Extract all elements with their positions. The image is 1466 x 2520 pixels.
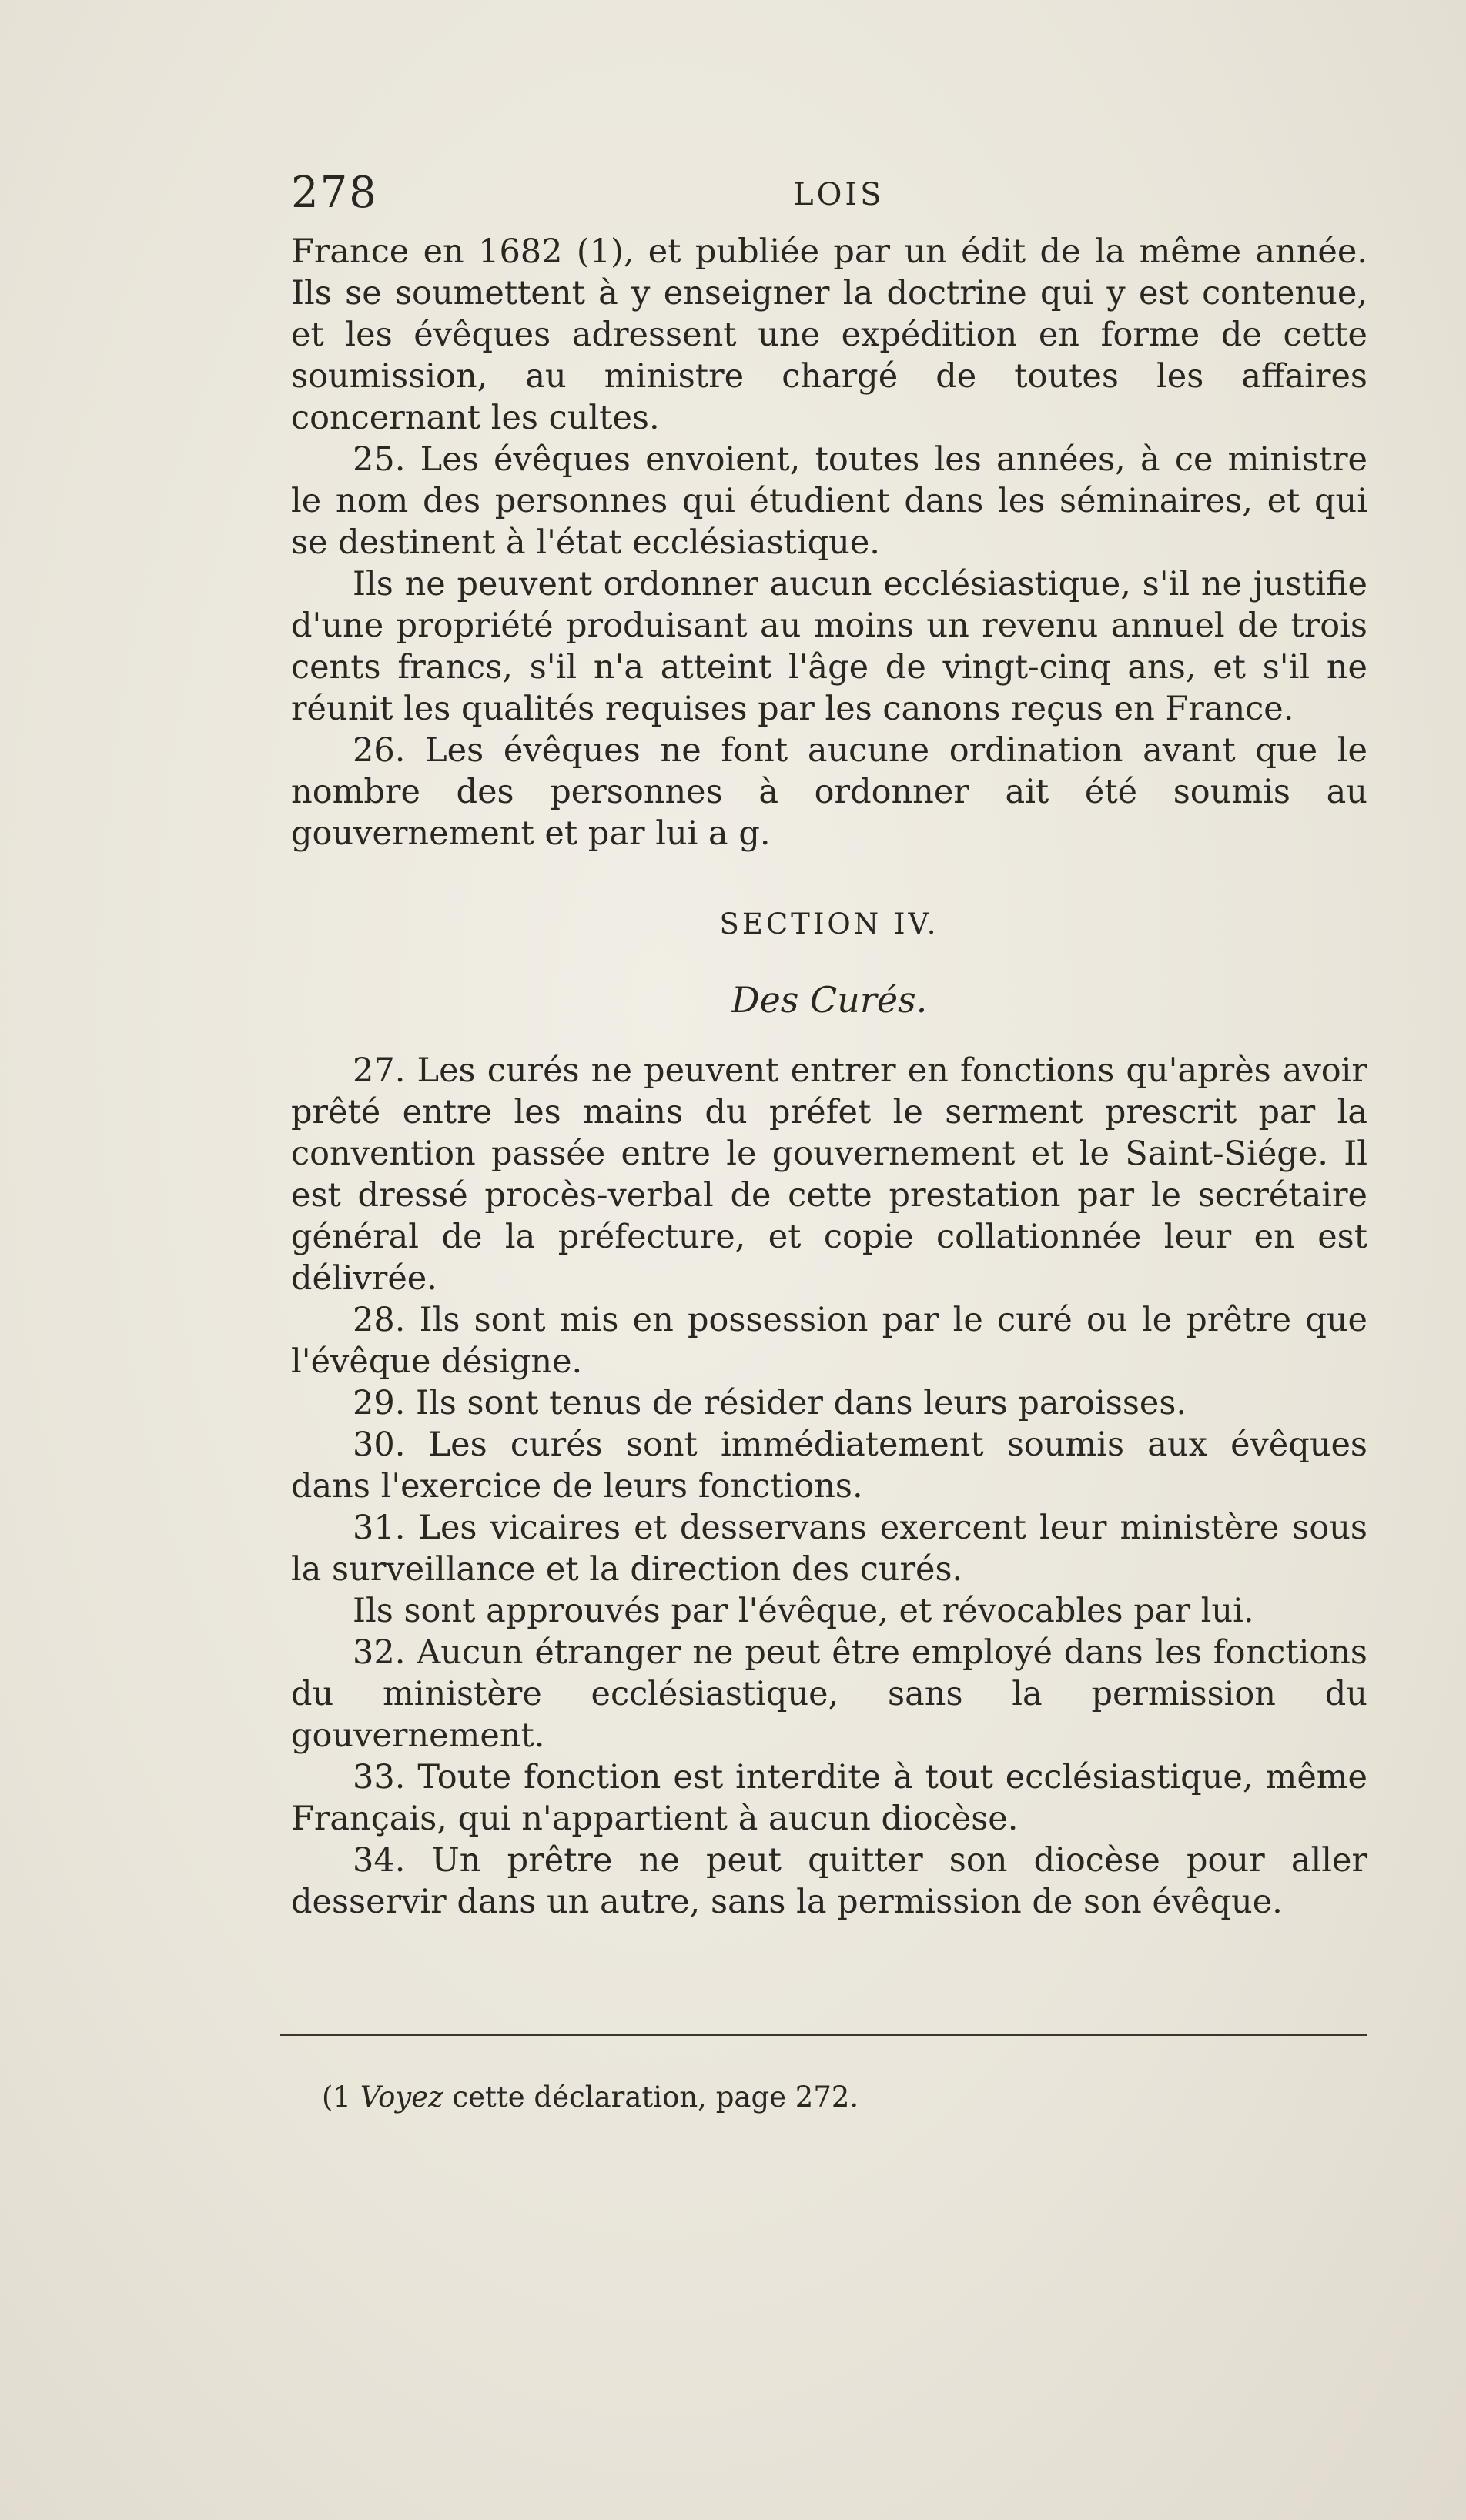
paragraph-article-28: 28. Ils sont mis en possession par le curé ou le prêtre que l'évêque désigne.	[291, 1301, 1367, 1381]
paragraph-continued: France en 1682 (1), et publiée par un édit de la même année. Ils se soumettent à y enseigner la doctrine qui y est contenue, et les évêques adressent une expédition en forme de cette soumission, au ministre chargé de toutes les affaires concernant les cultes.	[291, 232, 1367, 437]
body-text	[291, 231, 1367, 1923]
footnote-marker: (1	[322, 2081, 351, 2114]
footnote-italic: Voyez	[360, 2081, 443, 2114]
footnote-text: cette déclaration, page 272.	[452, 2081, 859, 2114]
paragraph-article-25: 25. Les évêques envoient, toutes les années, à ce ministre le nom des personnes qui étudient dans les séminaires, et qui se destinent à l'état ecclésiastique.	[291, 440, 1367, 562]
page-number: 278	[291, 168, 378, 218]
paragraph-article-29: 29. Ils sont tenus de résider dans leurs paroisses.	[353, 1384, 1187, 1422]
running-head: LOIS	[793, 177, 885, 212]
section-title: SECTION IV.	[719, 907, 939, 941]
section-subtitle: Des Curés.	[731, 979, 928, 1021]
footnote-rule	[280, 2034, 1367, 2036]
paragraph-article-26: 26. Les évêques ne font aucune ordination avant que le nombre des personnes à ordonner ait été soumis au gouvernement et par lui a g.	[291, 731, 1367, 853]
paragraph-article-34: 34. Un prêtre ne peut quitter son diocèse pour aller desservir dans un autre, sans la permission de son évêque.	[291, 1841, 1367, 1921]
paragraph-article-27: 27. Les curés ne peuvent entrer en fonctions qu'après avoir prêté entre les mains du préfet le serment prescrit par la convention passée entre le gouvernement et le Saint-Siége. Il est dressé procès-verbal de cette prestation par le secrétaire général de la préfecture, et copie collationnée leur en est délivrée.	[291, 1051, 1367, 1298]
paragraph-article-31: 31. Les vicaires et desservans exercent leur ministère sous la surveillance et la direction des curés.	[291, 1509, 1367, 1589]
paragraph-article-32: 32. Aucun étranger ne peut être employé dans les fonctions du ministère ecclésiastique, sans la permission du gouvernement.	[291, 1633, 1367, 1755]
footnote	[322, 2078, 1323, 2117]
paragraph-article-30: 30. Les curés sont immédiatement soumis aux évêques dans l'exercice de leurs fonctions.	[291, 1425, 1367, 1506]
paragraph-ordination-conditions: Ils ne peuvent ordonner aucun ecclésiastique, s'il ne justifie d'une propriété produisant au moins un revenu annuel de trois cents francs, s'il n'a atteint l'âge de vingt-cinq ans, et s'il ne réunit les qualités requises par les canons reçus en France.	[291, 565, 1367, 728]
page-header	[291, 168, 1367, 222]
section-heading	[291, 904, 1367, 1021]
paragraph-approval: Ils sont approuvés par l'évêque, et révocables par lui.	[353, 1592, 1254, 1630]
paragraph-article-33: 33. Toute fonction est interdite à tout ecclésiastique, même Français, qui n'appartient à aucun diocèse.	[291, 1758, 1367, 1838]
